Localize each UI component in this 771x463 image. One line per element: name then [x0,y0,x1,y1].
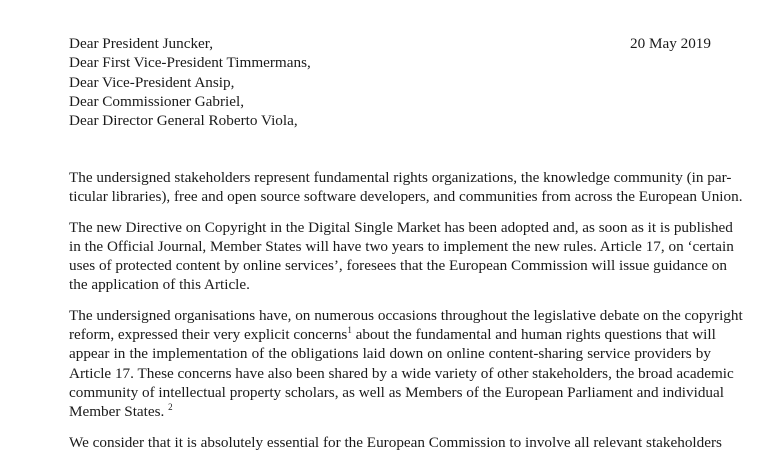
footnote-ref-1[interactable]: 1 [347,325,352,336]
paragraph-line: in the Official Journal, Member States will have two years to implement the new rules. Article 17, on ‘certain [69,237,734,255]
letter-date: 20 May 2019 [630,35,711,52]
paragraph-line: Article 17. These concerns have also been shared by a wide variety of other stakeholders, the broad academic [69,364,734,382]
letter-body [69,168,743,463]
salutation-line: Dear Director General Roberto Viola, [69,112,298,130]
paragraph-line: We consider that it is absolutely essential for the European Commission to involve all relevant stakeholders [69,433,722,451]
text-fragment: Member States. [69,403,165,421]
text-fragment: reform, expressed their very explicit concerns [69,326,348,344]
paragraph-line: community of intellectual property scholars, as well as Members of the European Parliament and individual [69,383,724,401]
salutation-block [69,34,311,130]
text-fragment: about the fundamental and human rights questions that will [351,326,716,344]
salutation-line: Dear President Juncker, [69,35,214,52]
salutation-line: Dear Commissioner Gabriel, [69,92,245,110]
paragraph-line: the application of this Article. [69,276,250,294]
paragraph-line [69,402,711,421]
paragraph-1 [69,168,743,207]
footnote-ref-2[interactable]: 2 [168,402,173,413]
paragraph-3 [69,306,743,422]
paragraph-line: The undersigned stakeholders represent fundamental rights organizations, the knowledge community (in par- [69,169,732,186]
paragraph-4 [69,433,722,452]
paragraph-line: ticular libraries), free and open source software developers, and communities from across the European Union. [69,188,743,206]
salutation-line: Dear Vice-President Ansip, [69,73,235,91]
paragraph-line: The new Directive on Copyright in the Digital Single Market has been adopted and, as soon as it is published [69,218,733,236]
salutation-line: Dear First Vice-President Timmermans, [69,54,311,72]
paragraph-line [69,325,716,344]
paragraph-2 [69,218,734,295]
paragraph-line: uses of protected content by online services’, foresees that the European Commission will issue guidance on [69,257,727,275]
paragraph-line: The undersigned organisations have, on numerous occasions throughout the legislative debate on the copyright [69,306,743,324]
paragraph-line: appear in the implementation of the obligations laid down on online content-sharing service providers by [69,345,711,363]
